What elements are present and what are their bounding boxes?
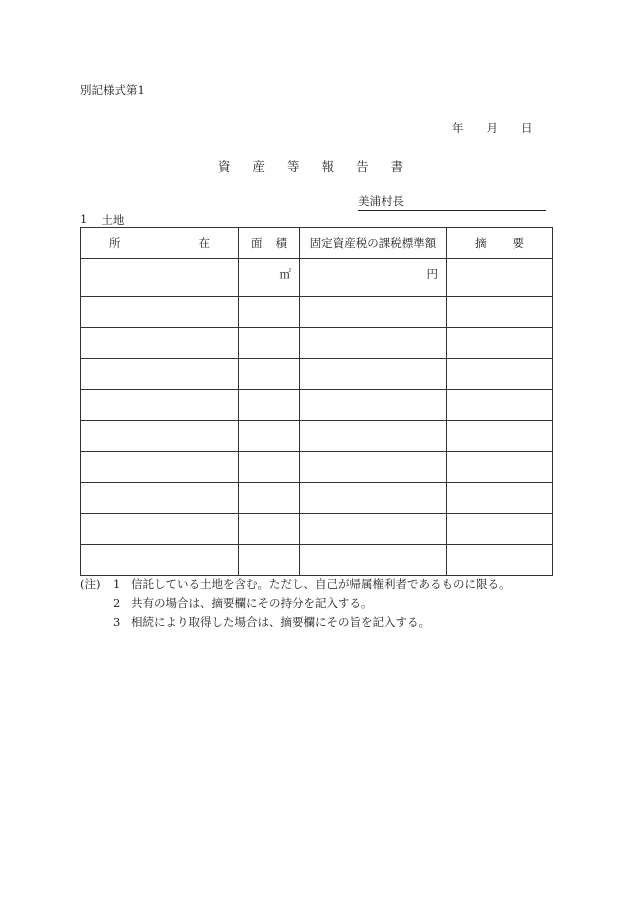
table-row — [81, 297, 553, 328]
table-header-row — [81, 228, 553, 259]
table-row — [81, 328, 553, 359]
title-char: 書 — [390, 159, 404, 174]
remarks-cell[interactable] — [447, 328, 553, 359]
note-text: 信託している土地を含む。ただし、自己が帰属権利者であるものに限る。 — [131, 576, 511, 591]
table-row — [81, 390, 553, 421]
table-row — [81, 483, 553, 514]
area-cell[interactable] — [239, 359, 300, 390]
notes-label: (注) — [80, 576, 101, 591]
remarks-cell[interactable] — [447, 514, 553, 545]
note-item — [80, 593, 511, 612]
area-cell[interactable] — [239, 390, 300, 421]
location-cell[interactable] — [81, 452, 239, 483]
recipient-name: 美浦村長 — [358, 194, 404, 208]
note-text: 共有の場合は、摘要欄にその持分を記入する。 — [131, 595, 373, 610]
header-location-char: 在 — [198, 236, 210, 250]
remarks-cell[interactable] — [447, 421, 553, 452]
header-tax-value: 固定資産税の課税標準額 — [300, 228, 447, 259]
tax-value-cell[interactable] — [300, 328, 447, 359]
title-char: 報 — [321, 159, 335, 174]
area-cell[interactable] — [239, 259, 300, 297]
tax-value-cell[interactable] — [300, 359, 447, 390]
table-row — [81, 421, 553, 452]
table-row — [81, 452, 553, 483]
header-remarks-char: 要 — [512, 236, 524, 250]
date-line — [452, 120, 533, 136]
tax-value-cell[interactable] — [300, 483, 447, 514]
tax-value-cell[interactable] — [300, 452, 447, 483]
area-cell[interactable] — [239, 297, 300, 328]
tax-value-cell[interactable] — [300, 514, 447, 545]
location-cell[interactable] — [81, 514, 239, 545]
location-cell[interactable] — [81, 390, 239, 421]
title-char: 等 — [287, 159, 300, 174]
month-label: 月 — [486, 121, 498, 135]
remarks-cell[interactable] — [447, 452, 553, 483]
table-row — [81, 359, 553, 390]
header-area-char: 積 — [275, 236, 287, 250]
section-number: 1 — [80, 212, 88, 226]
yen-unit: 円 — [426, 267, 438, 281]
remarks-cell[interactable] — [447, 259, 553, 297]
location-cell[interactable] — [81, 359, 239, 390]
note-number: 2 — [113, 595, 121, 610]
tax-value-cell[interactable] — [300, 259, 447, 297]
remarks-cell[interactable] — [447, 297, 553, 328]
note-number: 1 — [113, 576, 121, 591]
remarks-cell[interactable] — [447, 390, 553, 421]
header-area — [239, 228, 300, 259]
header-location-char: 所 — [109, 236, 121, 250]
note-text: 相続により取得した場合は、摘要欄にその旨を記入する。 — [131, 614, 430, 629]
title-char: 資 — [218, 159, 231, 174]
title-char: 産 — [252, 159, 266, 174]
document-title — [218, 157, 403, 175]
table-row — [81, 545, 553, 576]
tax-value-cell[interactable] — [300, 390, 447, 421]
tax-value-cell[interactable] — [300, 297, 447, 328]
area-cell[interactable] — [239, 421, 300, 452]
recipient-line — [358, 193, 546, 211]
header-area-char: 面 — [251, 236, 263, 250]
remarks-cell[interactable] — [447, 483, 553, 514]
section-label: 土地 — [101, 213, 125, 227]
note-number: 3 — [113, 614, 121, 629]
table-row — [81, 514, 553, 545]
notes-block — [80, 574, 511, 631]
note-item — [80, 612, 511, 631]
form-number: 別記様式第1 — [80, 83, 145, 97]
note-item — [80, 574, 511, 593]
location-cell[interactable] — [81, 421, 239, 452]
header-remarks-char: 摘 — [475, 236, 487, 250]
tax-value-cell[interactable] — [300, 421, 447, 452]
location-cell[interactable] — [81, 297, 239, 328]
location-cell[interactable] — [81, 545, 239, 576]
tax-value-cell[interactable] — [300, 545, 447, 576]
year-label: 年 — [452, 121, 464, 135]
day-label: 日 — [521, 121, 533, 135]
location-cell[interactable] — [81, 259, 239, 297]
title-char: 告 — [356, 159, 369, 174]
area-cell[interactable] — [239, 452, 300, 483]
area-cell[interactable] — [239, 514, 300, 545]
area-cell[interactable] — [239, 545, 300, 576]
section-heading — [80, 212, 124, 228]
area-unit: ㎡ — [279, 267, 291, 281]
table-row — [81, 259, 553, 297]
header-location — [81, 228, 239, 259]
land-table — [80, 227, 553, 576]
remarks-cell[interactable] — [447, 545, 553, 576]
area-cell[interactable] — [239, 483, 300, 514]
remarks-cell[interactable] — [447, 359, 553, 390]
area-cell[interactable] — [239, 328, 300, 359]
location-cell[interactable] — [81, 483, 239, 514]
location-cell[interactable] — [81, 328, 239, 359]
header-remarks — [447, 228, 553, 259]
